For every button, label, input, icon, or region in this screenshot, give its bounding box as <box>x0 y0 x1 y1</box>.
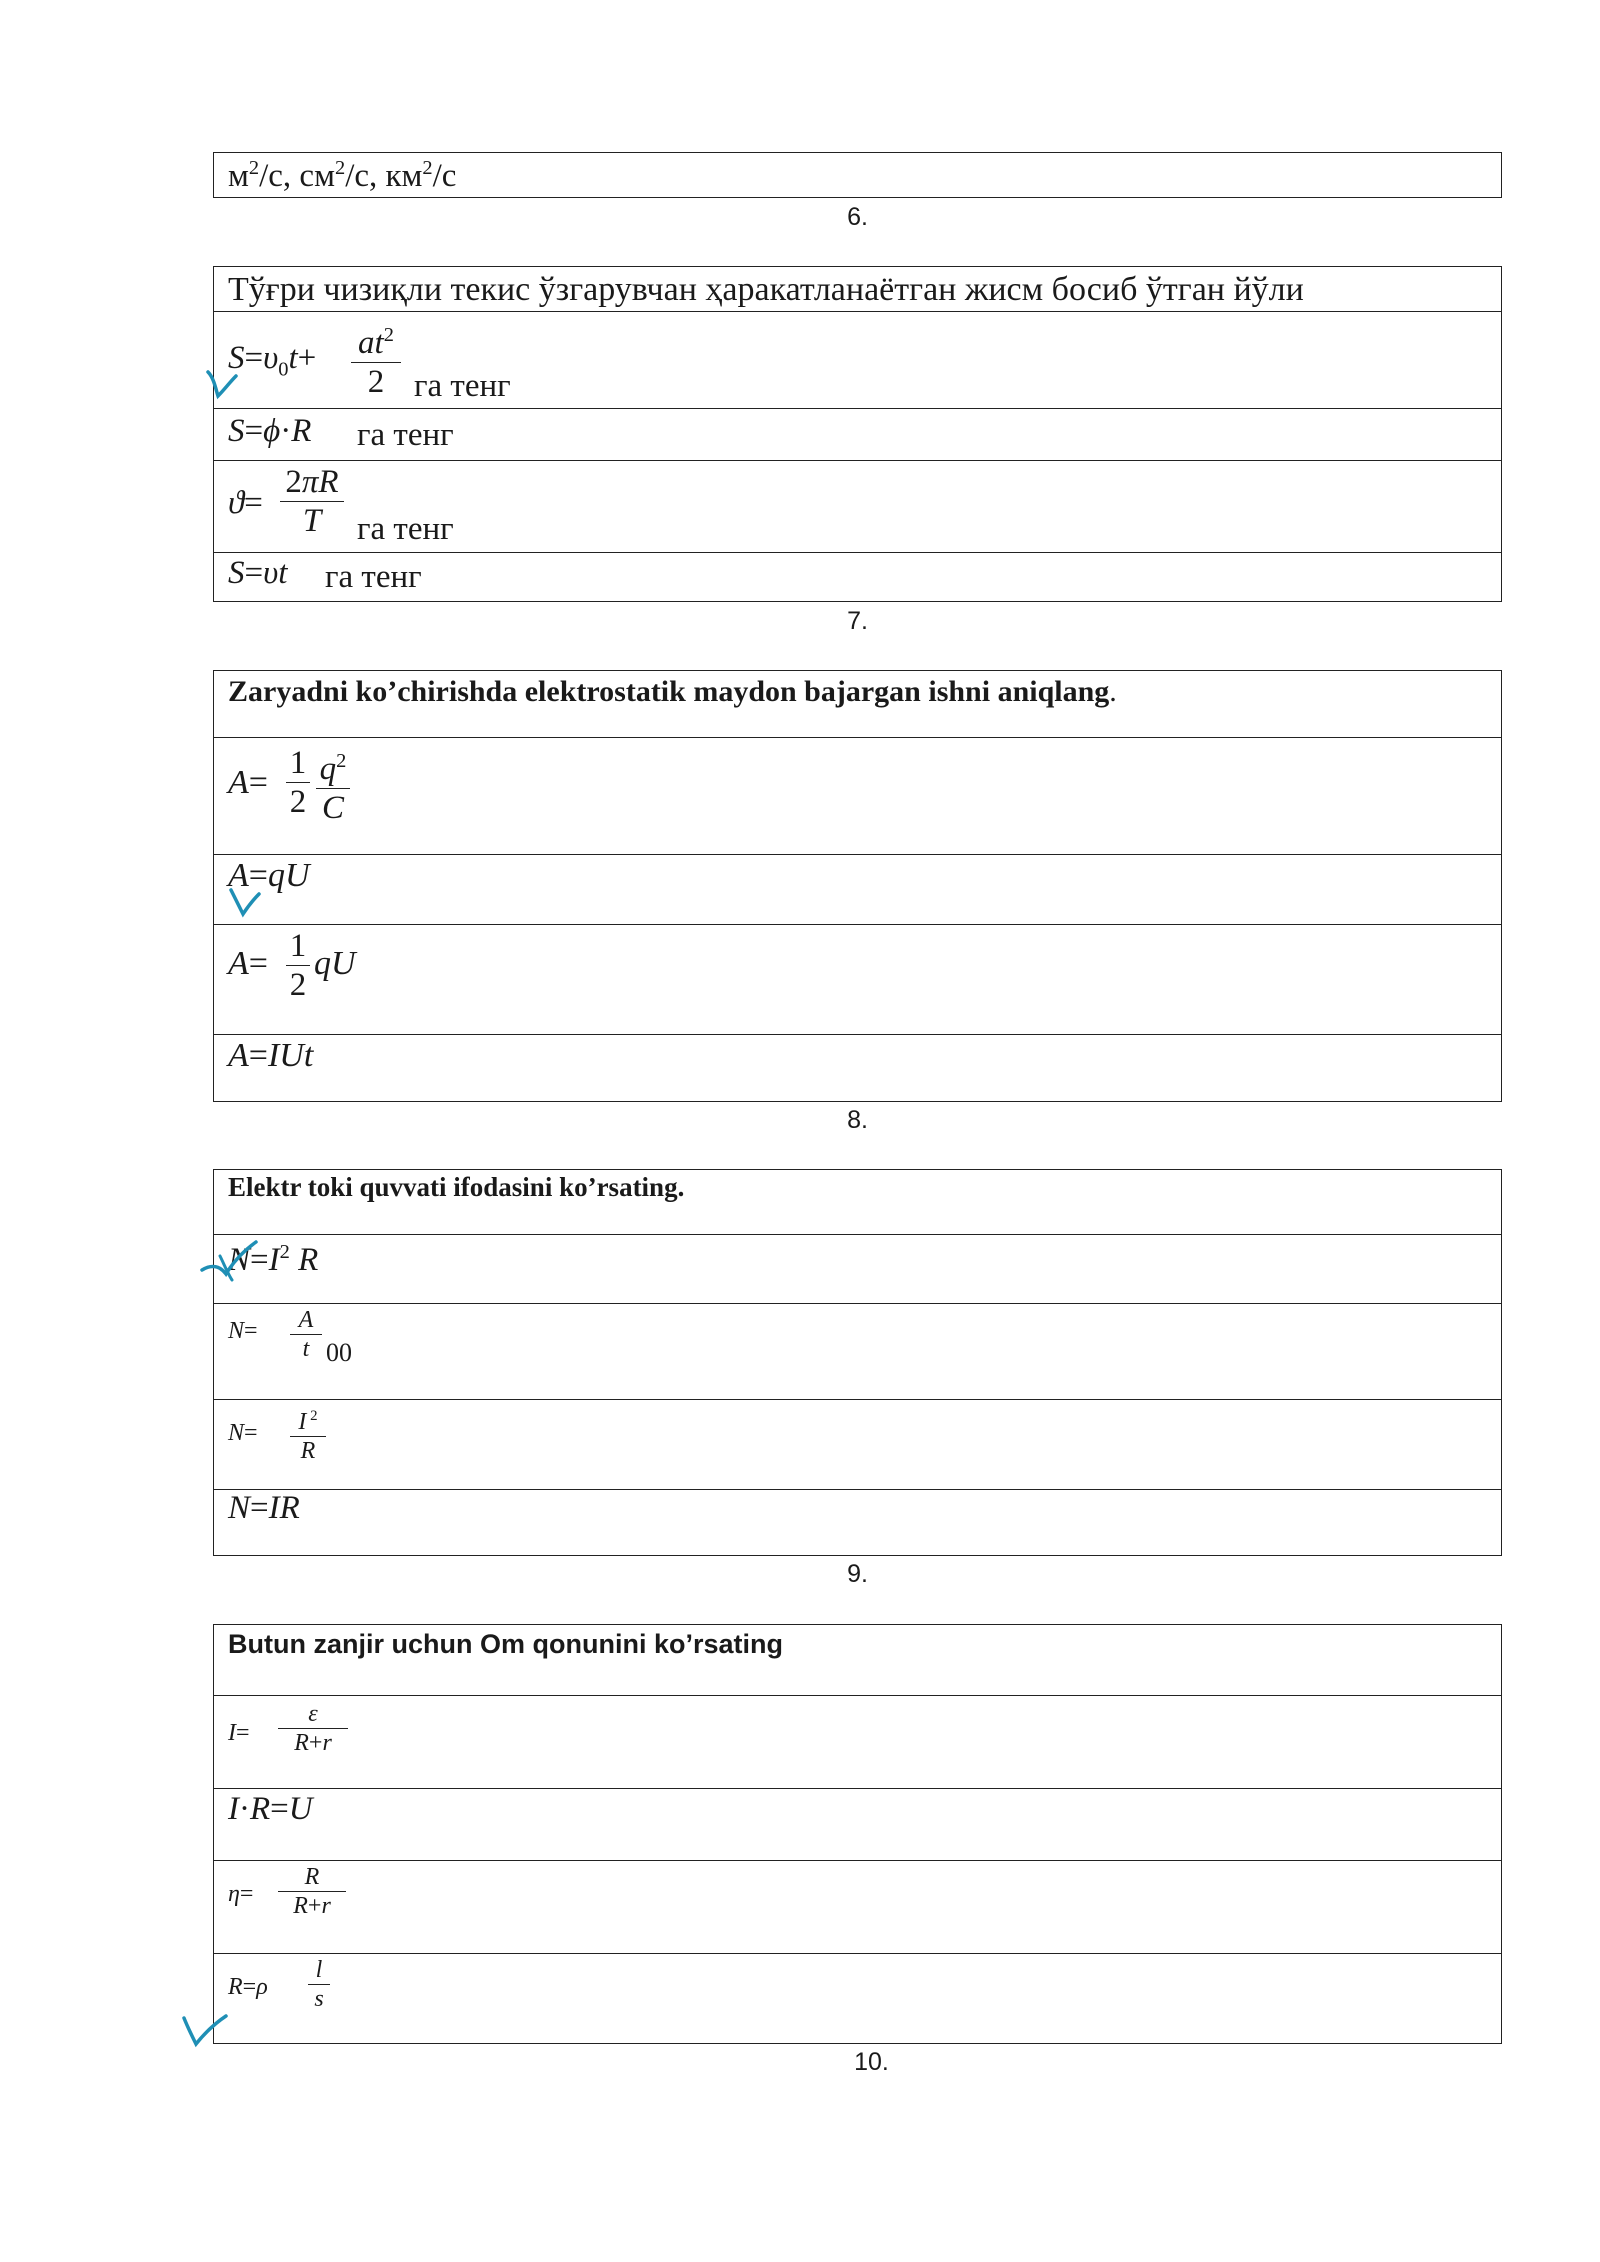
q5-last-option <box>214 153 1501 197</box>
q9-option-1 <box>214 1234 1501 1303</box>
handwritten-check-icon <box>178 2006 238 2056</box>
q9-formula-1: $N=I^2$ R <box>228 1241 319 1278</box>
handwritten-check-icon <box>200 360 250 410</box>
q9-formula-2: N= <box>228 1318 258 1344</box>
question-number-10: 10. <box>854 2048 889 2076</box>
question-10-title-row <box>214 1625 1501 1695</box>
question-8-table <box>213 670 1502 1102</box>
q8-formula-3-tail: qU <box>314 945 356 982</box>
handwritten-check-icon <box>198 1234 278 1294</box>
q9-fraction-3: I $^2$ R <box>290 1402 326 1465</box>
q10-formula-4: R=ρ <box>228 1974 268 2000</box>
question-7-table <box>213 266 1502 602</box>
question-9-title-row <box>214 1170 1501 1234</box>
q9-extra-text: 00 <box>326 1338 352 1367</box>
question-10-table <box>213 1624 1502 2044</box>
q7-suffix-4: га тенг <box>325 559 422 595</box>
q5-fragment-table <box>213 152 1502 198</box>
q8-option-4 <box>214 1034 1501 1101</box>
q9-formula-3: N= <box>228 1420 258 1446</box>
q8-option-1 <box>214 737 1501 854</box>
q10-option-4 <box>214 1953 1501 2043</box>
q7-suffix-3: га тенг <box>357 511 454 547</box>
q8-fraction-1a: 1 2 <box>286 744 310 821</box>
units-text: $м^2/с$, $см^2/с$, $км^2/с$ <box>228 157 457 194</box>
q7-option-4 <box>214 552 1501 600</box>
q10-fraction-1: ε R+r <box>278 1700 348 1757</box>
q9-option-2 <box>214 1303 1501 1399</box>
question-10-title: Butun zanjir uchun Om qonunini ko’rsating <box>228 1629 783 1659</box>
q7-fraction-3: 2πR T <box>280 463 344 540</box>
question-7-title-row <box>214 267 1501 311</box>
q7-formula-1: $S=\upsilon_0t+$ <box>228 340 317 381</box>
q7-option-1 <box>214 311 1501 408</box>
q9-option-4 <box>214 1489 1501 1555</box>
q8-formula-4: A=IUt <box>228 1037 314 1074</box>
q7-formula-4: S=υt <box>228 555 288 591</box>
q10-formula-1: I= <box>228 1720 250 1746</box>
question-number-9: 9. <box>847 1560 868 1588</box>
q10-fraction-3: R R+r <box>278 1863 346 1920</box>
q9-fraction-2: A t <box>290 1306 322 1363</box>
q8-formula-3: A= <box>228 945 268 982</box>
q7-formula-3: ϑ= <box>228 485 263 521</box>
question-number-8: 8. <box>847 1106 868 1134</box>
q8-option-3 <box>214 924 1501 1034</box>
q7-fraction-1: $at^2$ 2 <box>351 316 401 401</box>
q9-option-3 <box>214 1399 1501 1489</box>
question-7-title: Тўғри чизиқли текис ўзгарувчан ҳаракатланаётган жисм босиб ўтган йўли <box>228 271 1304 308</box>
q10-option-3 <box>214 1860 1501 1953</box>
q8-fraction-3: 1 2 <box>286 927 310 1004</box>
question-number-7: 7. <box>847 607 868 635</box>
question-8-title-row <box>214 671 1501 737</box>
q10-formula-2: I·R=U <box>228 1791 313 1827</box>
q7-suffix-2: га тенг <box>357 417 454 453</box>
q7-option-3 <box>214 460 1501 552</box>
q7-suffix-1: га тенг <box>414 368 511 404</box>
q10-fraction-4: l s <box>308 1956 330 2013</box>
question-8-title: Zaryadni ko’chirishda elektrostatik maydon bajargan ishni aniqlang. <box>228 675 1117 708</box>
q8-formula-2: A=qU <box>228 857 310 894</box>
q10-option-2 <box>214 1788 1501 1860</box>
q8-option-2 <box>214 854 1501 924</box>
question-number-6: 6. <box>847 203 868 231</box>
q8-formula-1: A= <box>228 764 268 801</box>
q7-formula-2: S=ϕ·R <box>228 413 312 449</box>
q10-formula-3: η= <box>228 1881 254 1907</box>
q10-option-1 <box>214 1695 1501 1788</box>
question-9-table <box>213 1169 1502 1556</box>
handwritten-check-icon <box>225 880 275 930</box>
question-9-title: Elektr toki quvvati ifodasini ko’rsating. <box>228 1172 685 1202</box>
q7-option-2 <box>214 408 1501 460</box>
q9-formula-4: N=IR <box>228 1490 300 1526</box>
q8-fraction-1b: $q^2$ C <box>316 742 350 827</box>
